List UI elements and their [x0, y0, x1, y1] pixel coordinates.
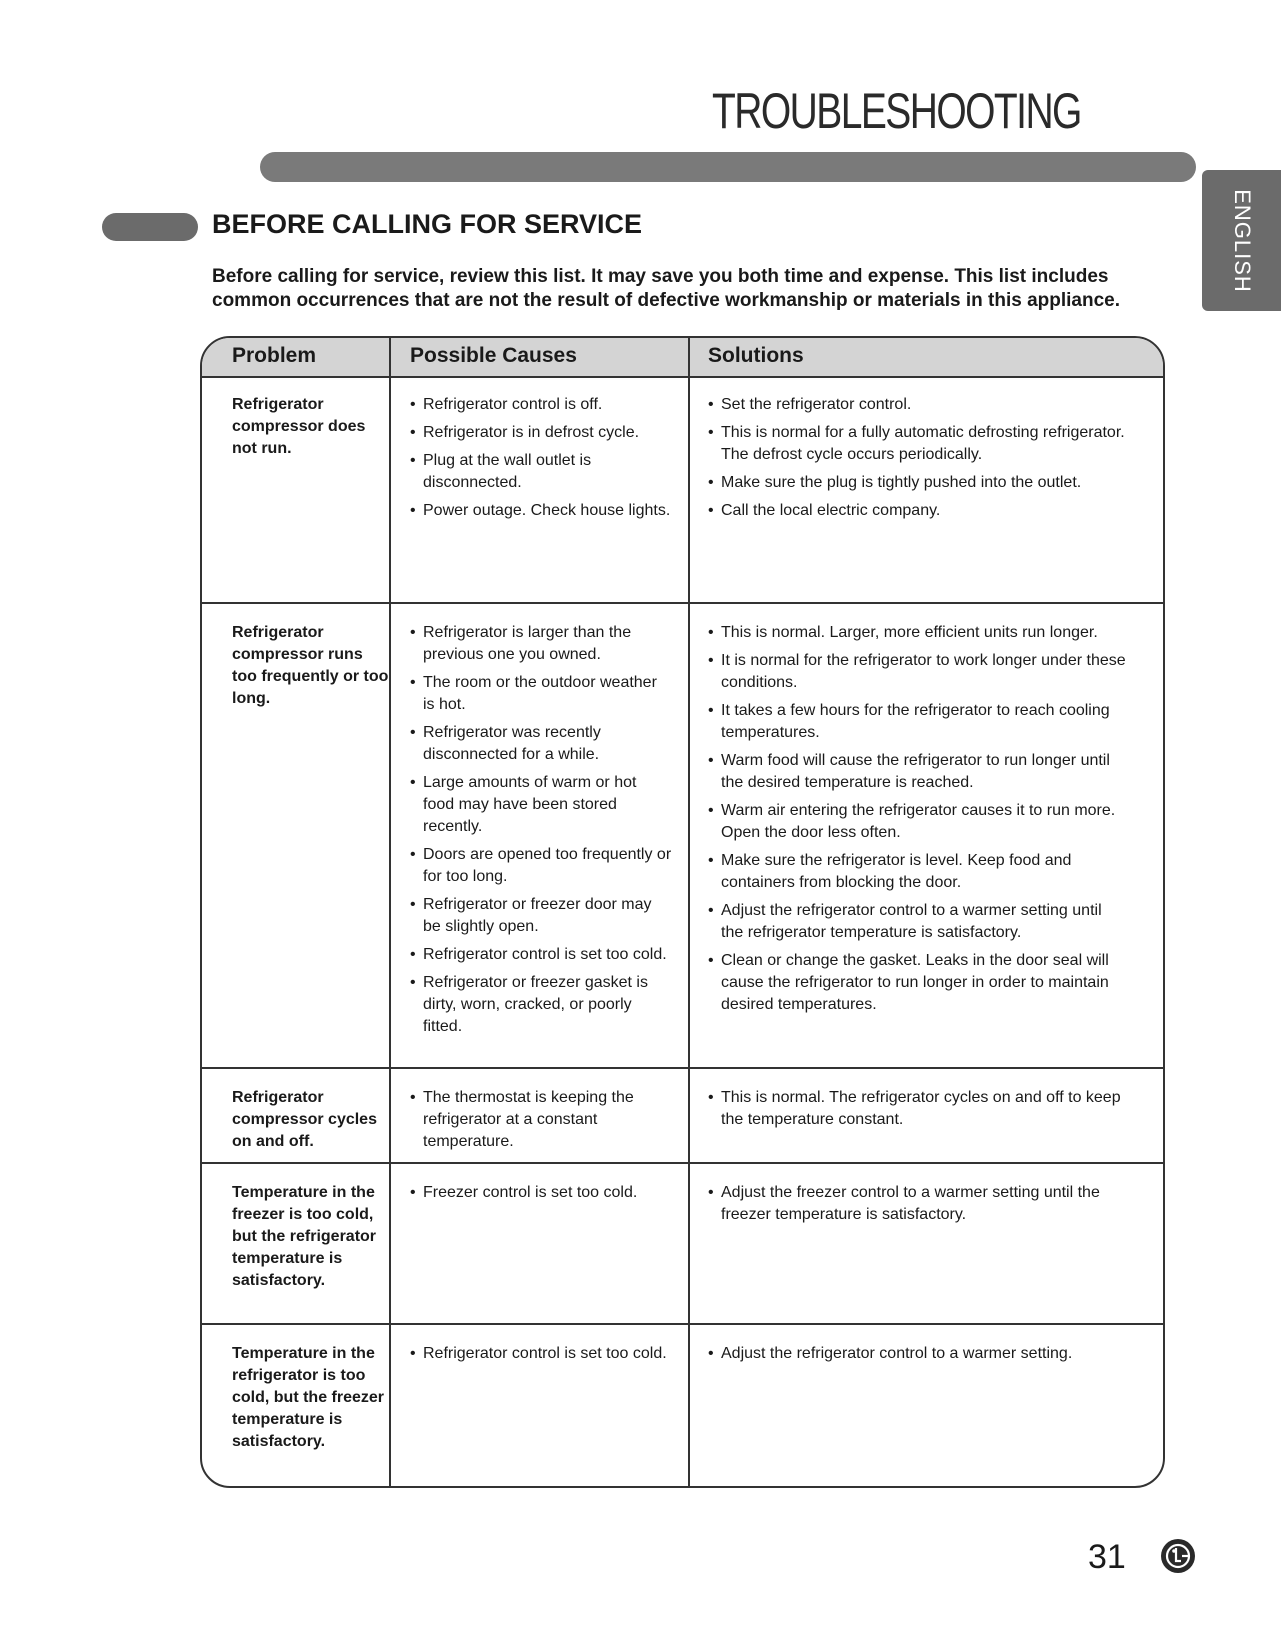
solution-item: • Set the refrigerator control.: [708, 394, 1128, 416]
causes-cell: [410, 1343, 672, 1371]
solution-item: • Warm food will cause the refrigerator to run longer until the desired temperature is reached.: [708, 750, 1128, 794]
solution-item: • This is normal. Larger, more efficient units run longer.: [708, 622, 1128, 644]
intro-paragraph: Before calling for service, review this list. It may save you both time and expense. This list includes common occurrences that are not the result of defective workmanship or materials in this appliance.: [212, 266, 1121, 311]
solution-item: • This is normal for a fully automatic defrosting refrigerator. The defrost cycle occurs periodically.: [708, 422, 1128, 466]
page-title: TROUBLESHOOTING: [712, 83, 1081, 139]
cause-item: • Plug at the wall outlet is disconnected.: [410, 450, 672, 494]
cause-item: • Refrigerator control is set too cold.: [410, 944, 672, 966]
header-causes: Possible Causes: [410, 344, 577, 367]
solution-item: • Make sure the refrigerator is level. Keep food and containers from blocking the door.: [708, 850, 1128, 894]
solution-item: • Adjust the freezer control to a warmer setting until the freezer temperature is satisfactory.: [708, 1182, 1128, 1226]
cause-item: • Refrigerator was recently disconnected for a while.: [410, 722, 672, 766]
table-row: [202, 1067, 1163, 1164]
page-number: 31: [1088, 1538, 1126, 1576]
header-bar: [260, 152, 1196, 182]
section-heading: BEFORE CALLING FOR SERVICE: [212, 209, 643, 239]
language-tab: [1202, 170, 1281, 311]
cause-item: • Large amounts of warm or hot food may have been stored recently.: [410, 772, 672, 838]
cause-item: • The thermostat is keeping the refrigerator at a constant temperature.: [410, 1087, 672, 1153]
cause-item: • The room or the outdoor weather is hot.: [410, 672, 672, 716]
lg-logo-icon: [1160, 1538, 1196, 1574]
problem-cell: Refrigerator compressor cycles on and off.: [232, 1089, 377, 1150]
table-row: [202, 1162, 1163, 1325]
solution-item: • Adjust the refrigerator control to a warmer setting until the refrigerator temperature is satisfactory.: [708, 900, 1128, 944]
causes-cell: [410, 1182, 672, 1210]
solution-item: • Make sure the plug is tightly pushed into the outlet.: [708, 472, 1128, 494]
problem-cell: Refrigerator compressor runs too frequently or too long.: [232, 624, 389, 707]
solutions-cell: [708, 1343, 1128, 1371]
cause-item: • Doors are opened too frequently or for too long.: [410, 844, 672, 888]
solution-item: • Adjust the refrigerator control to a warmer setting.: [708, 1343, 1128, 1365]
section-marker: [102, 213, 198, 241]
cause-item: • Refrigerator or freezer door may be slightly open.: [410, 894, 672, 938]
cause-item: • Refrigerator control is off.: [410, 394, 672, 416]
solution-item: • It is normal for the refrigerator to work longer under these conditions.: [708, 650, 1128, 694]
solution-item: • Clean or change the gasket. Leaks in the door seal will cause the refrigerator to run longer in order to maintain desired temperatures.: [708, 950, 1128, 1016]
troubleshooting-table: [200, 336, 1165, 1488]
table-row: [202, 1323, 1163, 1488]
solutions-cell: [708, 622, 1128, 1022]
problem-cell: Refrigerator compressor does not run.: [232, 396, 366, 457]
table-row: [202, 602, 1163, 1069]
solution-item: • Warm air entering the refrigerator causes it to run more. Open the door less often.: [708, 800, 1128, 844]
cause-item: • Refrigerator is larger than the previous one you owned.: [410, 622, 672, 666]
cause-item: • Refrigerator or freezer gasket is dirty, worn, cracked, or poorly fitted.: [410, 972, 672, 1038]
header-problem: Problem: [232, 344, 317, 367]
solution-item: • This is normal. The refrigerator cycles on and off to keep the temperature constant.: [708, 1087, 1128, 1131]
header-solutions: Solutions: [708, 344, 804, 367]
solution-item: • Call the local electric company.: [708, 500, 1128, 522]
solutions-cell: [708, 1182, 1128, 1232]
causes-cell: [410, 394, 672, 528]
problem-cell: Temperature in the refrigerator is too cold, but the freezer temperature is satisfactory.: [232, 1345, 385, 1450]
cause-item: • Refrigerator is in defrost cycle.: [410, 422, 672, 444]
cause-item: • Refrigerator control is set too cold.: [410, 1343, 672, 1365]
causes-cell: [410, 622, 672, 1044]
problem-cell: Temperature in the freezer is too cold, but the refrigerator temperature is satisfactory.: [232, 1184, 377, 1289]
table-header: [202, 338, 1163, 378]
solutions-cell: [708, 1087, 1128, 1137]
cause-item: • Power outage. Check house lights.: [410, 500, 672, 522]
table-row: [202, 376, 1163, 602]
solutions-cell: [708, 394, 1128, 528]
causes-cell: [410, 1087, 672, 1159]
cause-item: • Freezer control is set too cold.: [410, 1182, 672, 1204]
language-tab-label: ENGLISH: [1229, 188, 1255, 293]
solution-item: • It takes a few hours for the refrigerator to reach cooling temperatures.: [708, 700, 1128, 744]
